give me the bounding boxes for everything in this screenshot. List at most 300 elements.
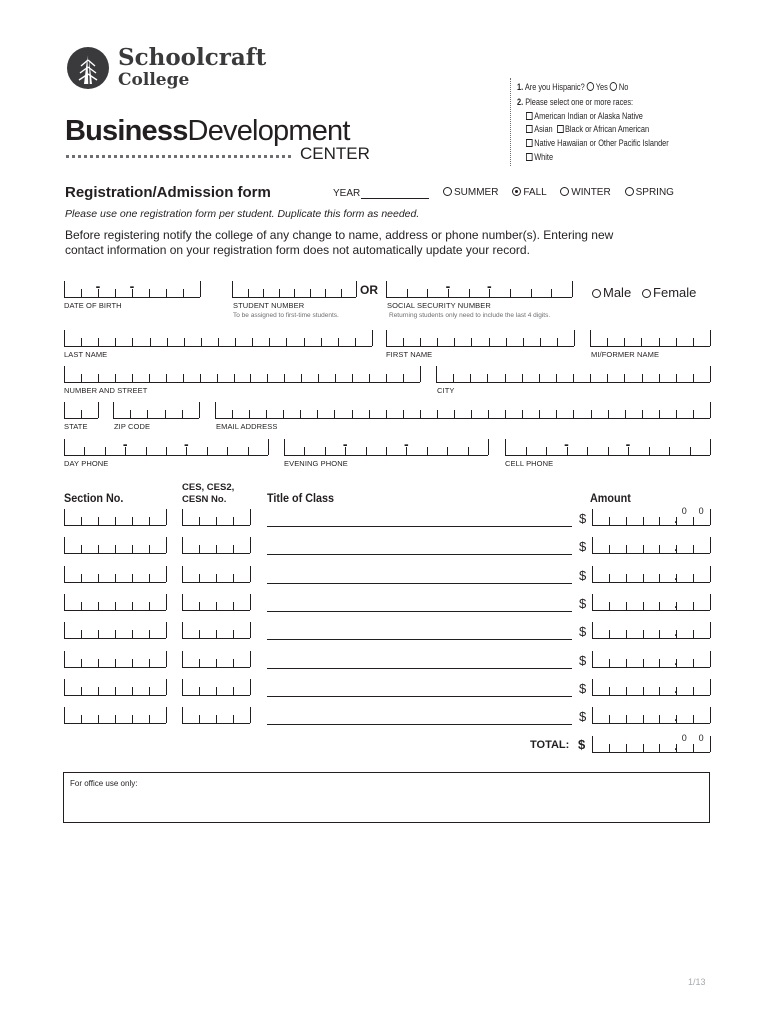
evening-phone-field[interactable]	[284, 436, 488, 456]
comb-tick	[115, 574, 116, 582]
comb-tick	[235, 338, 236, 346]
decimal-point: .	[674, 625, 678, 639]
comb-tick	[216, 517, 217, 525]
comb-tick	[592, 707, 593, 723]
comb-tick	[608, 447, 609, 455]
comb-tick	[132, 517, 133, 525]
comb-tick	[166, 374, 167, 382]
comb-tick	[453, 374, 454, 382]
comb-tick	[710, 366, 711, 382]
comb-tick	[81, 659, 82, 667]
comb-tick	[250, 537, 251, 553]
comb-tick	[659, 715, 660, 723]
ssn-field[interactable]	[386, 278, 572, 298]
center-dotted-rule	[66, 155, 291, 158]
term-fall-label: FALL	[523, 187, 547, 198]
comb-tick	[366, 447, 367, 455]
comb-tick	[84, 447, 85, 455]
race-asian-checkbox[interactable]	[526, 125, 533, 133]
comb-tick	[81, 289, 82, 297]
comb-tick	[341, 289, 342, 297]
comb-tick	[207, 447, 208, 455]
term-winter-label: WINTER	[571, 187, 611, 198]
amount-field[interactable]	[592, 680, 710, 696]
day-phone-field[interactable]	[64, 436, 268, 456]
notice-text: Before registering notify the college of any change to name, address or phone number(s). Entering new contact information on your registration form does not automatically update your record.	[65, 228, 614, 257]
ssn-label: SOCIAL SECURITY NUMBER	[387, 301, 491, 310]
comb-tick	[300, 410, 301, 418]
comb-tick	[284, 439, 285, 455]
comb-tick	[669, 447, 670, 455]
comb-tick	[199, 659, 200, 667]
decimal-point: .	[674, 682, 678, 696]
class-title-line[interactable]	[267, 668, 572, 669]
comb-tick	[643, 602, 644, 610]
comb-tick	[693, 410, 694, 418]
comb-tick	[98, 517, 99, 525]
first-name-field[interactable]	[386, 331, 574, 347]
term-fall-radio[interactable]	[512, 187, 521, 196]
ces-header-line1: CES, CES2,	[182, 482, 235, 493]
comb-tick	[710, 330, 711, 346]
comb-tick	[64, 566, 65, 582]
comb-tick	[182, 566, 183, 582]
comb-tick	[81, 630, 82, 638]
comb-tick	[81, 574, 82, 582]
amount-field[interactable]	[592, 708, 710, 724]
title-header: Title of Class	[267, 491, 335, 505]
comb-tick	[250, 707, 251, 723]
comb-tick	[592, 679, 593, 695]
comb-tick	[199, 602, 200, 610]
comb-tick	[587, 447, 588, 455]
comb-tick	[64, 679, 65, 695]
comb-tick	[659, 410, 660, 418]
comb-tick	[304, 338, 305, 346]
comb-tick	[149, 574, 150, 582]
comb-tick	[217, 374, 218, 382]
comb-tick	[115, 715, 116, 723]
comb-tick	[115, 630, 116, 638]
comb-tick	[64, 439, 65, 455]
section-number-field[interactable]	[64, 652, 166, 668]
comb-tick	[468, 447, 469, 455]
term-spring-radio[interactable]	[625, 187, 634, 196]
comb-tick	[233, 659, 234, 667]
section-number-field[interactable]	[64, 595, 166, 611]
hispanic-no-radio[interactable]	[610, 82, 617, 91]
comb-tick	[710, 679, 711, 695]
comb-tick	[149, 715, 150, 723]
comb-tick	[130, 410, 131, 418]
comb-tick	[166, 537, 167, 553]
comb-tick	[427, 289, 428, 297]
cents-zero: 0	[698, 506, 704, 516]
comb-tick	[625, 410, 626, 418]
comb-tick	[233, 630, 234, 638]
gender-female-label: Female	[653, 285, 697, 300]
comb-tick	[626, 574, 627, 582]
comb-tick	[98, 374, 99, 382]
total-amount-field[interactable]	[592, 733, 710, 753]
comb-tick	[659, 744, 660, 752]
comb-tick	[710, 537, 711, 553]
comb-tick	[132, 545, 133, 553]
street-field[interactable]	[64, 367, 420, 383]
comb-tick	[693, 338, 694, 346]
race-white	[526, 152, 553, 162]
comb-tick	[609, 517, 610, 525]
comb-tick	[227, 447, 228, 455]
last-name-field[interactable]	[64, 331, 372, 347]
term-spring-label: SPRING	[635, 187, 674, 198]
comb-tick	[132, 574, 133, 582]
comb-tick	[557, 338, 558, 346]
comb-tick	[403, 410, 404, 418]
comb-tick	[216, 630, 217, 638]
class-title-line[interactable]	[267, 526, 572, 527]
comb-tick	[642, 374, 643, 382]
dollar-sign: $	[579, 511, 587, 526]
center-title-bold: Business	[65, 115, 188, 147]
comb-tick	[149, 630, 150, 638]
comb-tick	[609, 715, 610, 723]
comb-tick	[626, 517, 627, 525]
comb-tick	[643, 545, 644, 553]
comb-tick	[546, 447, 547, 455]
dollar-sign: $	[579, 709, 587, 724]
comb-tick	[607, 338, 608, 346]
separator-dash: -	[404, 436, 409, 452]
race-american-indian-checkbox[interactable]	[526, 112, 533, 120]
city-field[interactable]	[436, 367, 710, 383]
class-title-line[interactable]	[267, 724, 572, 725]
comb-tick	[81, 715, 82, 723]
decimal-point: .	[674, 654, 678, 668]
comb-tick	[386, 330, 387, 346]
dob-field[interactable]	[64, 278, 200, 298]
comb-tick	[183, 289, 184, 297]
race-american-indian-label: American Indian or Alaska Native	[534, 111, 643, 121]
comb-tick	[591, 410, 592, 418]
comb-tick	[266, 410, 267, 418]
term-summer-label: SUMMER	[454, 187, 499, 198]
race-black-checkbox[interactable]	[557, 125, 564, 133]
comb-tick	[471, 338, 472, 346]
comb-tick	[252, 338, 253, 346]
comb-tick	[182, 410, 183, 418]
comb-tick	[149, 687, 150, 695]
student-number-field[interactable]	[232, 282, 356, 298]
comb-tick	[690, 447, 691, 455]
cell-phone-field[interactable]	[505, 436, 710, 456]
city-label: CITY	[437, 386, 455, 395]
comb-tick	[710, 439, 711, 455]
student-number-hint: To be assigned to first-time students.	[233, 312, 339, 319]
amount-field[interactable]	[592, 567, 710, 583]
comb-tick	[372, 330, 373, 346]
comb-tick	[676, 374, 677, 382]
comb-tick	[526, 447, 527, 455]
page-number: 1/13	[688, 977, 706, 987]
comb-tick	[573, 410, 574, 418]
mi-field[interactable]	[590, 331, 710, 347]
comb-tick	[643, 715, 644, 723]
comb-tick	[572, 281, 573, 297]
comb-tick	[233, 602, 234, 610]
race-hawaiian-label: Native Hawaiian or Other Pacific Islander	[534, 138, 669, 148]
section-number-field[interactable]	[64, 567, 166, 583]
year-input-line[interactable]	[361, 198, 429, 199]
hispanic-yes-label: Yes	[595, 82, 608, 92]
comb-tick	[149, 517, 150, 525]
comb-tick	[659, 517, 660, 525]
comb-tick	[149, 374, 150, 382]
section-number-field[interactable]	[64, 538, 166, 554]
comb-tick	[556, 410, 557, 418]
comb-tick	[279, 289, 280, 297]
comb-tick	[710, 566, 711, 582]
section-number-field[interactable]	[64, 510, 166, 526]
comb-tick	[250, 566, 251, 582]
comb-tick	[199, 574, 200, 582]
comb-tick	[386, 374, 387, 382]
comb-tick	[98, 338, 99, 346]
comb-tick	[98, 715, 99, 723]
comb-tick	[710, 402, 711, 418]
comb-tick	[626, 744, 627, 752]
comb-tick	[182, 537, 183, 553]
comb-tick	[693, 687, 694, 695]
comb-tick	[216, 602, 217, 610]
comb-tick	[420, 338, 421, 346]
comb-tick	[98, 574, 99, 582]
comb-tick	[609, 630, 610, 638]
ces-number-field[interactable]	[182, 652, 250, 668]
term-summer-radio[interactable]	[443, 187, 452, 196]
gender-female-radio[interactable]	[642, 289, 651, 298]
comb-tick	[436, 366, 437, 382]
ces-number-field[interactable]	[182, 623, 250, 639]
comb-tick	[334, 410, 335, 418]
comb-tick	[263, 289, 264, 297]
comb-tick	[64, 622, 65, 638]
separator-dash: -	[564, 436, 569, 452]
amount-field[interactable]	[592, 595, 710, 611]
survey-divider	[510, 78, 511, 166]
comb-tick	[234, 374, 235, 382]
comb-tick	[232, 410, 233, 418]
comb-tick	[471, 410, 472, 418]
comb-tick	[693, 517, 694, 525]
comb-tick	[105, 447, 106, 455]
comb-tick	[216, 659, 217, 667]
race-white-label: White	[534, 152, 554, 162]
ces-number-field[interactable]	[182, 595, 250, 611]
comb-tick	[233, 687, 234, 695]
comb-tick	[710, 707, 711, 723]
comb-tick	[199, 517, 200, 525]
college-name-line2: College	[118, 70, 190, 90]
comb-tick	[81, 602, 82, 610]
comb-tick	[573, 374, 574, 382]
comb-tick	[132, 687, 133, 695]
comb-tick	[386, 281, 387, 297]
comb-tick	[304, 447, 305, 455]
comb-tick	[132, 630, 133, 638]
comb-tick	[488, 439, 489, 455]
comb-tick	[64, 330, 65, 346]
comb-tick	[626, 630, 627, 638]
comb-tick	[150, 338, 151, 346]
comb-tick	[437, 410, 438, 418]
comb-tick	[166, 707, 167, 723]
separator-dash: -	[625, 436, 631, 452]
comb-tick	[166, 289, 167, 297]
gender-options	[592, 285, 696, 300]
comb-tick	[437, 338, 438, 346]
separator-dash: -	[122, 436, 128, 452]
comb-tick	[166, 447, 167, 455]
ces-number-field[interactable]	[182, 708, 250, 724]
evening-phone-label: EVENING PHONE	[284, 459, 348, 468]
ssn-hint: Returning students only need to include the last 4 digits.	[389, 312, 551, 319]
comb-tick	[250, 651, 251, 667]
ces-number-field[interactable]	[182, 538, 250, 554]
comb-tick	[166, 509, 167, 525]
class-title-line[interactable]	[267, 639, 572, 640]
comb-tick	[693, 574, 694, 582]
comb-tick	[505, 410, 506, 418]
dollar-sign: $	[579, 653, 587, 668]
comb-tick	[218, 338, 219, 346]
street-label: NUMBER AND STREET	[64, 386, 148, 395]
comb-tick	[624, 338, 625, 346]
comb-tick	[693, 630, 694, 638]
class-title-line[interactable]	[267, 696, 572, 697]
hispanic-yes-radio[interactable]	[587, 82, 594, 91]
comb-tick	[369, 410, 370, 418]
comb-tick	[510, 289, 511, 297]
comb-tick	[420, 366, 421, 382]
comb-tick	[216, 687, 217, 695]
cents-zero: 0	[681, 733, 687, 743]
comb-tick	[132, 659, 133, 667]
comb-tick	[200, 374, 201, 382]
comb-tick	[310, 289, 311, 297]
comb-tick	[676, 410, 677, 418]
comb-tick	[146, 447, 147, 455]
comb-tick	[454, 410, 455, 418]
decimal-point: .	[674, 710, 678, 724]
comb-tick	[487, 374, 488, 382]
survey-q2	[517, 97, 633, 107]
comb-tick	[64, 281, 65, 297]
comb-tick	[149, 545, 150, 553]
comb-tick	[522, 410, 523, 418]
college-logo-emblem	[66, 46, 110, 90]
comb-tick	[149, 289, 150, 297]
comb-tick	[659, 630, 660, 638]
gender-male-radio[interactable]	[592, 289, 601, 298]
amount-field[interactable]	[592, 623, 710, 639]
form-title: Registration/Admission form	[65, 184, 271, 201]
ces-number-field[interactable]	[182, 680, 250, 696]
comb-tick	[592, 736, 593, 752]
ces-number-field[interactable]	[182, 510, 250, 526]
comb-tick	[574, 330, 575, 346]
q1-number: 1.	[517, 82, 524, 92]
comb-tick	[132, 602, 133, 610]
comb-tick	[659, 659, 660, 667]
section-number-field[interactable]	[64, 680, 166, 696]
comb-tick	[551, 289, 552, 297]
total-dollar-sign: $	[578, 737, 586, 752]
class-title-line[interactable]	[267, 554, 572, 555]
amount-field[interactable]	[592, 506, 710, 526]
comb-tick	[268, 439, 269, 455]
cents-zero: 0	[681, 506, 687, 516]
comb-tick	[216, 715, 217, 723]
comb-tick	[407, 289, 408, 297]
state-field[interactable]	[64, 403, 98, 419]
amount-field[interactable]	[592, 538, 710, 554]
comb-tick	[182, 679, 183, 695]
comb-tick	[659, 374, 660, 382]
race-hawaiian-checkbox[interactable]	[526, 139, 533, 147]
comb-tick	[338, 338, 339, 346]
hispanic-no-label: No	[618, 82, 629, 92]
comb-tick	[470, 374, 471, 382]
ces-number-field[interactable]	[182, 567, 250, 583]
section-number-field[interactable]	[64, 708, 166, 724]
comb-tick	[318, 374, 319, 382]
email-label: EMAIL ADDRESS	[216, 422, 278, 431]
comb-tick	[115, 687, 116, 695]
comb-tick	[642, 410, 643, 418]
race-black-label: Black or African American	[564, 124, 650, 134]
comb-tick	[147, 410, 148, 418]
zip-field[interactable]	[113, 403, 199, 419]
comb-tick	[267, 374, 268, 382]
amount-field[interactable]	[592, 652, 710, 668]
comb-tick	[269, 338, 270, 346]
race-white-checkbox[interactable]	[526, 153, 533, 161]
comb-tick	[166, 651, 167, 667]
term-winter-radio[interactable]	[560, 187, 569, 196]
comb-tick	[659, 338, 660, 346]
gender-male-label: Male	[603, 285, 632, 300]
section-number-field[interactable]	[64, 623, 166, 639]
comb-tick	[113, 402, 114, 418]
comb-tick	[469, 289, 470, 297]
comb-tick	[182, 707, 183, 723]
comb-tick	[64, 509, 65, 525]
class-title-line[interactable]	[267, 583, 572, 584]
class-title-line[interactable]	[267, 611, 572, 612]
dob-label: DATE OF BIRTH	[64, 301, 122, 310]
decimal-point: .	[674, 569, 678, 583]
comb-tick	[283, 410, 284, 418]
email-field[interactable]	[215, 403, 710, 419]
comb-tick	[132, 338, 133, 346]
day-phone-label: DAY PHONE	[64, 459, 109, 468]
comb-tick	[250, 594, 251, 610]
office-use-box	[63, 772, 710, 823]
comb-tick	[592, 622, 593, 638]
college-name-line1: Schoolcraft	[118, 44, 267, 71]
comb-tick	[149, 602, 150, 610]
